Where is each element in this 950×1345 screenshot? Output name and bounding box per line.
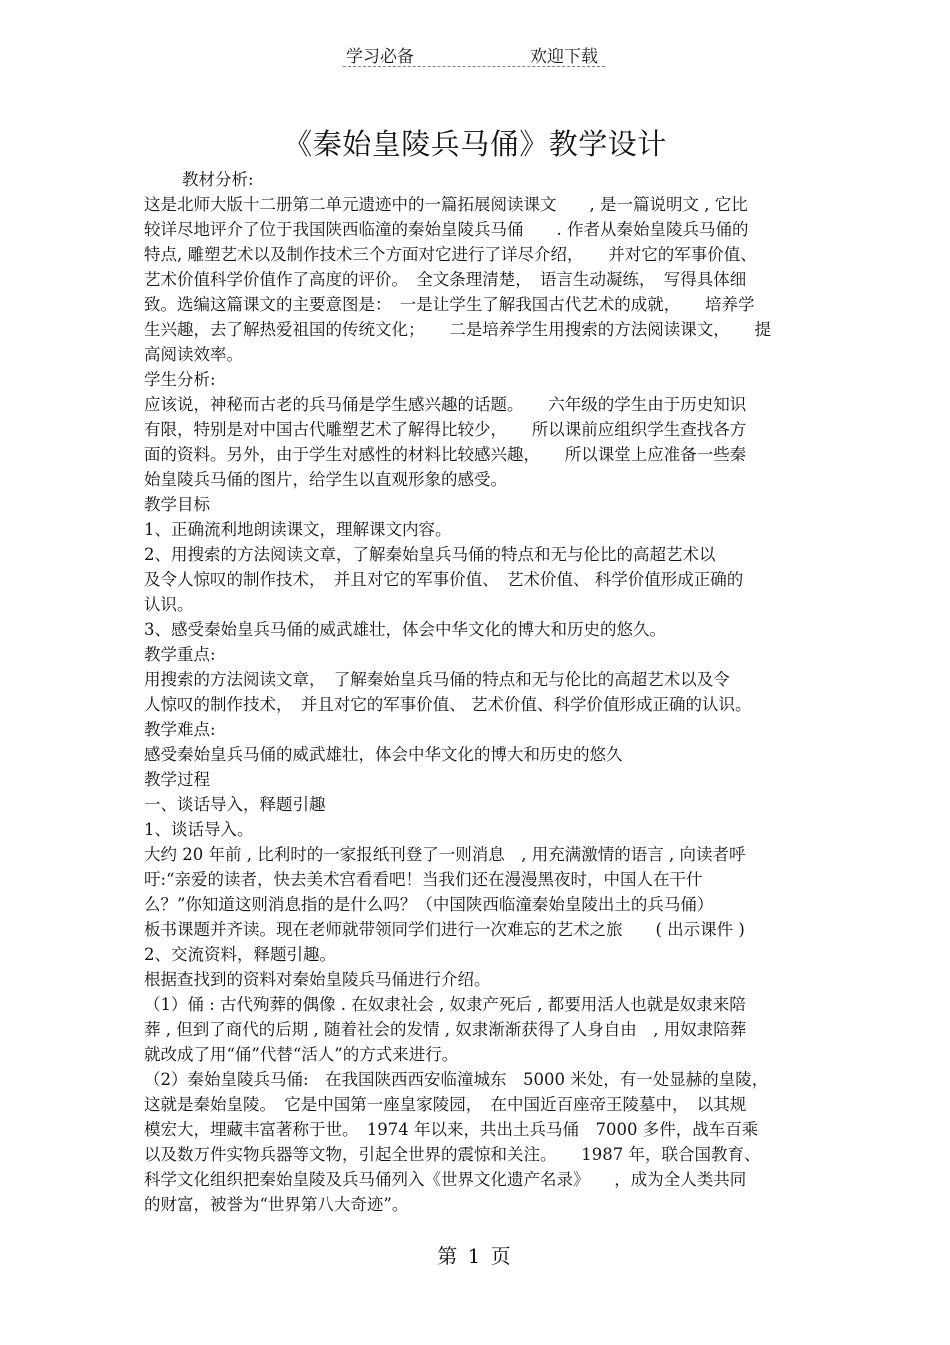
text-line: 2、交流资料，释题引趣。 <box>144 945 336 964</box>
text-line: 及令人惊叹的制作技术， 并且对它的军事价值、 艺术价值、 科学价值形成正确的 <box>144 570 744 589</box>
text-line: 1、正确流利地朗读课文，理解课文内容。 <box>144 520 452 539</box>
text-line: 吁:“亲爱的读者，快去美术宫看看吧！当我们还在漫漫黑夜时，中国人在干什 <box>144 870 703 889</box>
text-line: 么？”你知道这则消息指的是什么吗？（中国陕西临潼秦始皇陵出土的兵马俑） <box>144 895 714 914</box>
header-left-text: 学习必备 <box>346 47 414 67</box>
text-line: 认识。 <box>144 595 194 614</box>
text-line: 应该说，神秘而古老的兵马俑是学生感兴趣的话题。 六年级的学生由于历史知识 <box>144 395 747 414</box>
text-line: 高阅读效率。 <box>144 345 243 364</box>
text-line: 生兴趣，去了解热爱祖国的传统文化； 二是培养学生用搜索的方法阅读课文， 提 <box>144 320 771 339</box>
text-line: 就改成了用“俑”代替“活人”的方式来进行。 <box>144 1045 459 1064</box>
text-line: 教材分析: <box>182 170 254 189</box>
text-line: 以及数万件实物兵器等文物，引起全世界的震惊和关注。 1987 年，联合国教育、 <box>144 1145 761 1164</box>
text-line: 根据查找到的资料对秦始皇陵兵马俑进行介绍。 <box>144 970 491 989</box>
text-line: 板书课题并齐读。现在老师就带领同学们进行一次难忘的艺术之旅 ( 出示课件 ) <box>144 920 745 939</box>
text-line: 教学过程 <box>144 770 210 789</box>
text-line: 有限，特别是对中国古代雕塑艺术了解得比较少， 所以课前应组织学生查找各方 <box>144 420 747 439</box>
text-line: 教学重点: <box>144 645 216 664</box>
text-line: 科学文化组织把秦始皇陵及兵马俑列入《世界文化遗产名录》 ，成为全人类共同 <box>144 1170 747 1189</box>
page-header <box>343 40 605 67</box>
text-line: 大约 20 年前 , 比利时的一家报纸刊登了一则消息 , 用充满激情的语言 , 向读者呼 <box>144 845 746 864</box>
text-line: 艺术价值科学价值作了高度的评价。 全文条理清楚， 语言生动凝练， 写得具体细 <box>144 270 747 289</box>
text-line: 教学目标 <box>144 495 210 514</box>
text-line: 这就是秦始皇陵。 它是中国第一座皇家陵园， 在中国近百座帝王陵墓中， 以其规 <box>144 1095 747 1114</box>
text-line: 特点, 雕塑艺术以及制作技术三个方面对它进行了详尽介绍， 并对它的军事价值、 <box>144 245 757 264</box>
text-line: 一、谈话导入，释题引趣 <box>144 795 326 814</box>
text-line: （1）俑 : 古代殉葬的偶像 . 在奴隶社会 , 奴隶产死后 , 都要用活人也就是奴隶来陪 <box>144 995 746 1014</box>
text-line: 1、谈话导入。 <box>144 820 254 839</box>
text-line: 的财富，被誉为“世界第八大奇迹”。 <box>144 1195 409 1214</box>
text-line: 用搜索的方法阅读文章， 了解秦始皇兵马俑的特点和无与伦比的高超艺术以及令 <box>144 670 730 689</box>
text-line: 学生分析: <box>144 370 216 389</box>
text-line: （2）秦始皇陵兵马俑: 在我国陕西西安临潼城东 5000 米处，有一处显赫的皇陵， <box>144 1070 769 1089</box>
text-line: 教学难点: <box>144 720 216 739</box>
text-line: 始皇陵兵马俑的图片，给学生以直观形象的感受。 <box>144 470 507 489</box>
page-number: 第 1 页 <box>437 1244 513 1268</box>
header-right-text: 欢迎下载 <box>530 47 598 67</box>
text-line: 面的资料。另外，由于学生对感性的材料比较感兴趣， 所以课堂上应准备一些秦 <box>144 445 747 464</box>
text-line: 感受秦始皇兵马俑的威武雄壮，体会中华文化的博大和历史的悠久 <box>144 745 623 764</box>
text-line: 较详尽地评介了位于我国陕西临潼的秦始皇陵兵马俑 . 作者从秦始皇陵兵马俑的 <box>144 220 749 239</box>
text-line: 3、感受秦始皇兵马俑的威武雄壮，体会中华文化的博大和历史的悠久。 <box>144 620 666 639</box>
text-line: 这是北师大版十二册第二单元遗迹中的一篇拓展阅读课文 , 是一篇说明文 , 它比 <box>144 195 748 214</box>
document-body <box>144 167 810 1217</box>
document-title: 《秦始皇陵兵马俑》教学设计 <box>283 127 667 161</box>
text-line: 人惊叹的制作技术， 并且对它的军事价值、 艺术价值、科学价值形成正确的认识。 <box>144 695 752 714</box>
text-line: 致。选编这篇课文的主要意图是： 一是让学生了解我国古代艺术的成就， 培养学 <box>144 295 755 314</box>
text-line: 2、用搜索的方法阅读文章，了解秦始皇兵马俑的特点和无与伦比的高超艺术以 <box>144 545 716 564</box>
text-line: 葬 , 但到了商代的后期 , 随着社会的发情 , 奴隶渐渐获得了人身自由 , 用奴隶陪葬 <box>144 1020 747 1039</box>
text-line: 模宏大，埋藏丰富著称于世。 1974 年以来，共出土兵马俑 7000 多件，战车百乘 <box>144 1120 759 1139</box>
